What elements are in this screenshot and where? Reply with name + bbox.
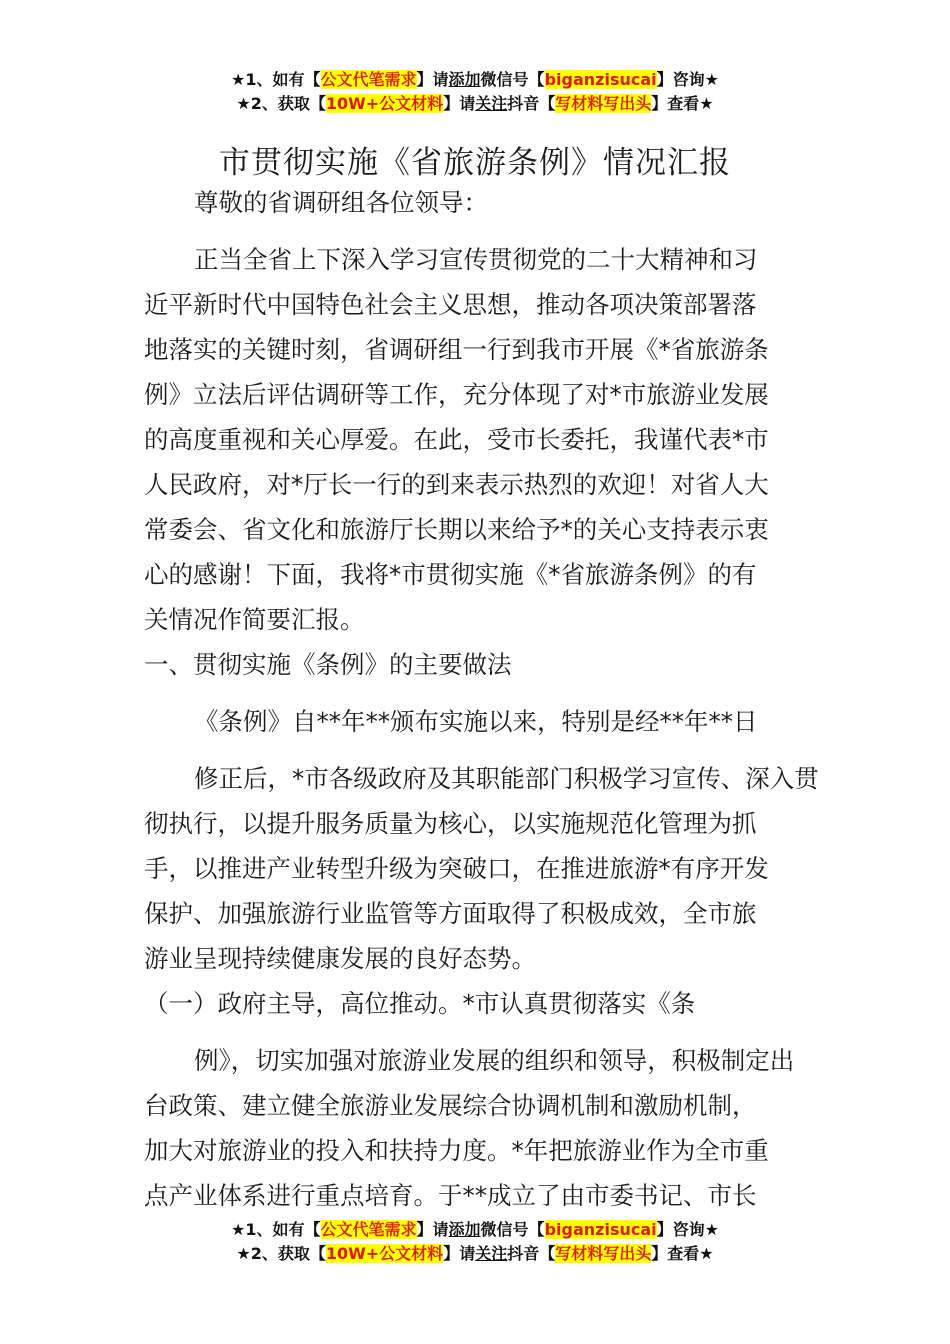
promo-text: ★1、如有【 xyxy=(231,70,321,89)
promo-emphasis: 添加 xyxy=(448,70,481,89)
promo-line-1 xyxy=(0,1218,950,1242)
body-line: 点产业体系进行重点培育。于**成立了由市委书记、市长 xyxy=(144,1181,757,1210)
body-line: 一、贯彻实施《条例》的主要做法 xyxy=(144,650,512,679)
promo-text: 】请 xyxy=(416,70,449,89)
section-heading: 《条例》自**年**颁布实施以来，特别是经**年**日 xyxy=(194,707,758,736)
promo-text: 抖音【 xyxy=(507,1244,556,1263)
promo-highlight: 公文代笔需求 xyxy=(320,70,417,89)
body-line: 例》立法后评估调研等工作，充分体现了对*市旅游业发展 xyxy=(144,380,769,409)
promo-highlight: biganzisucai xyxy=(544,1220,657,1239)
document-body xyxy=(144,180,819,1263)
promo-line-1 xyxy=(0,68,950,92)
promo-highlight: 10W+公文材料 xyxy=(325,1244,444,1263)
promo-highlight: 写材料写出头 xyxy=(555,1244,652,1263)
body-line: 手，以推进产业转型升级为突破口，在推进旅游*有序开发 xyxy=(144,854,769,883)
promo-text: 】请 xyxy=(443,94,476,113)
document-title: 市贯彻实施《省旅游条例》情况汇报 xyxy=(219,144,731,181)
promo-text: ★1、如有【 xyxy=(231,1220,321,1239)
body-line: 加大对旅游业的投入和扶持力度。*年把旅游业作为全市重 xyxy=(144,1136,769,1165)
promo-text: 】咨询★ xyxy=(656,70,719,89)
body-line: 游业呈现持续健康发展的良好态势。 xyxy=(144,944,536,973)
body-line: （一）政府主导，高位推动。*市认真贯彻落实《条 xyxy=(144,989,696,1018)
promo-banner-top xyxy=(0,68,950,116)
promo-text: 】请 xyxy=(443,1244,476,1263)
promo-text: 】请 xyxy=(416,1220,449,1239)
promo-highlight: 写材料写出头 xyxy=(555,94,652,113)
promo-text: 微信号【 xyxy=(480,1220,545,1239)
salutation: 尊敬的省调研组各位领导： xyxy=(194,188,488,217)
body-line: 的高度重视和关心厚爱。在此，受市长委托，我谨代表*市 xyxy=(144,425,769,454)
body-line: 台政策、建立健全旅游业发展综合协调机制和激励机制， xyxy=(144,1091,757,1120)
body-line: 心的感谢！下面，我将*市贯彻实施《*省旅游条例》的有 xyxy=(144,560,757,589)
body-line: 人民政府，对*厅长一行的到来表示热烈的欢迎！对省人大 xyxy=(144,470,769,499)
body-line: 关情况作简要汇报。 xyxy=(144,605,365,634)
body-line: 彻执行，以提升服务质量为核心，以实施规范化管理为抓 xyxy=(144,809,757,838)
promo-emphasis: 添加 xyxy=(448,1220,481,1239)
promo-highlight: 10W+公文材料 xyxy=(325,94,444,113)
body-line: 保护、加强旅游行业监管等方面取得了积极成效，全市旅 xyxy=(144,899,757,928)
promo-emphasis: 关注 xyxy=(475,1244,508,1263)
promo-text: ★2、获取【 xyxy=(236,1244,326,1263)
body-line: 正当全省上下深入学习宣传贯彻党的二十大精神和习 xyxy=(194,245,758,274)
body-line: 地落实的关键时刻，省调研组一行到我市开展《*省旅游条 xyxy=(144,335,769,364)
promo-text: 抖音【 xyxy=(507,94,556,113)
body-line: 近平新时代中国特色社会主义思想，推动各项决策部署落 xyxy=(144,290,757,319)
promo-text: 微信号【 xyxy=(480,70,545,89)
body-line: 修正后，*市各级政府及其职能部门积极学习宣传、深入贯 xyxy=(194,764,819,793)
promo-emphasis: 关注 xyxy=(475,94,508,113)
promo-highlight: 公文代笔需求 xyxy=(320,1220,417,1239)
promo-text: 】咨询★ xyxy=(656,1220,719,1239)
promo-text: ★2、获取【 xyxy=(236,94,326,113)
promo-banner-bottom xyxy=(0,1218,950,1266)
promo-text: 】查看★ xyxy=(651,94,714,113)
body-line: 例》，切实加强对旅游业发展的组织和领导，积极制定出 xyxy=(194,1046,795,1075)
promo-highlight: biganzisucai xyxy=(544,70,657,89)
body-line: 常委会、省文化和旅游厅长期以来给予*的关心支持表示衷 xyxy=(144,515,769,544)
promo-text: 】查看★ xyxy=(651,1244,714,1263)
promo-line-2 xyxy=(0,92,950,116)
promo-line-2 xyxy=(0,1242,950,1266)
